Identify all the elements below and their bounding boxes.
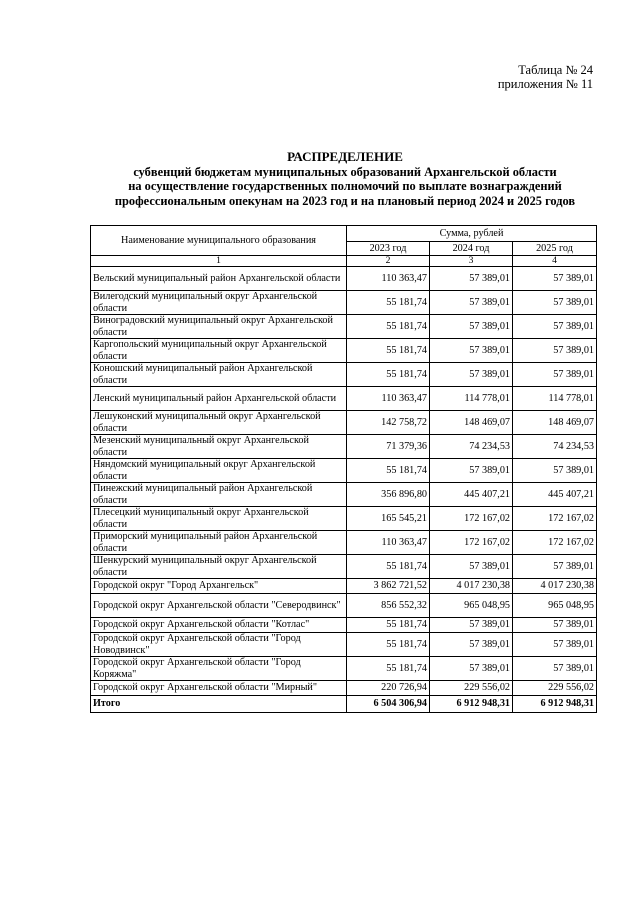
municipality-name-cell: Приморский муниципальный район Архангельской области [91,531,347,555]
amount-2025-cell: 74 234,53 [513,435,597,459]
municipality-name-cell: Няндомский муниципальный округ Архангельской области [91,459,347,483]
amount-2024-cell: 57 389,01 [430,291,513,315]
amount-2024-cell: 445 407,21 [430,483,513,507]
amount-2024-cell: 114 778,01 [430,387,513,411]
amount-2023-cell: 142 758,72 [347,411,430,435]
header-year-2023: 2023 год [347,242,430,256]
amount-2023-cell: 165 545,21 [347,507,430,531]
appendix-reference [498,63,593,91]
amount-2024-cell: 4 017 230,38 [430,579,513,594]
amount-2025-cell: 57 389,01 [513,363,597,387]
column-number-3: 3 [430,256,513,267]
municipality-name-cell: Виноградовский муниципальный округ Архангельской области [91,315,347,339]
amount-2023-cell: 55 181,74 [347,555,430,579]
amount-2025-cell: 57 389,01 [513,315,597,339]
municipality-name-cell: Городской округ Архангельской области "Город Коряжма" [91,657,347,681]
amount-2025-cell: 57 389,01 [513,618,597,633]
column-number-4: 4 [513,256,597,267]
column-number-1: 1 [91,256,347,267]
table-row [91,267,597,291]
table-row [91,363,597,387]
amount-2023-cell: 110 363,47 [347,267,430,291]
amount-2023-cell: 71 379,36 [347,435,430,459]
table-row [91,507,597,531]
header-municipality-name: Наименование муниципального образования [91,226,347,256]
appendix-table-number: Таблица № 24 [518,63,593,77]
amount-2023-cell: 55 181,74 [347,657,430,681]
amount-2025-cell: 4 017 230,38 [513,579,597,594]
amount-2024-cell: 172 167,02 [430,531,513,555]
table-row [91,579,597,594]
amount-2024-cell: 57 389,01 [430,657,513,681]
amount-2025-cell: 57 389,01 [513,633,597,657]
municipality-name-cell: Вельский муниципальный район Архангельской области [91,267,347,291]
total-2024: 6 912 948,31 [430,696,513,713]
amount-2024-cell: 57 389,01 [430,459,513,483]
header-year-2024: 2024 год [430,242,513,256]
header-sum-rubles: Сумма, рублей [347,226,597,242]
total-row [91,696,597,713]
amount-2024-cell: 74 234,53 [430,435,513,459]
municipality-name-cell: Ленский муниципальный район Архангельской области [91,387,347,411]
amount-2025-cell: 57 389,01 [513,459,597,483]
municipality-name-cell: Городской округ Архангельской области "Мирный" [91,681,347,696]
amount-2023-cell: 55 181,74 [347,363,430,387]
table-row [91,618,597,633]
table-row [91,531,597,555]
table-row [91,633,597,657]
amount-2024-cell: 229 556,02 [430,681,513,696]
amount-2023-cell: 110 363,47 [347,387,430,411]
table-row [91,435,597,459]
total-2023: 6 504 306,94 [347,696,430,713]
heading-line-1: субвенций бюджетам муниципальных образований Архангельской области [133,164,557,179]
amount-2025-cell: 57 389,01 [513,555,597,579]
amount-2023-cell: 55 181,74 [347,339,430,363]
amount-2025-cell: 172 167,02 [513,507,597,531]
municipality-name-cell: Городской округ Архангельской области "Северодвинск" [91,594,347,618]
municipality-name-cell: Городской округ Архангельской области "Город Новодвинск" [91,633,347,657]
table-row [91,657,597,681]
table-row [91,459,597,483]
municipality-name-cell: Городской округ "Город Архангельск" [91,579,347,594]
amount-2025-cell: 57 389,01 [513,291,597,315]
table-row [91,387,597,411]
total-2025: 6 912 948,31 [513,696,597,713]
amount-2023-cell: 55 181,74 [347,633,430,657]
heading-title: РАСПРЕДЕЛЕНИЕ [287,149,403,164]
municipality-name-cell: Пинежский муниципальный район Архангельской области [91,483,347,507]
document-heading [60,150,630,208]
municipality-name-cell: Городской округ Архангельской области "Котлас" [91,618,347,633]
table-row [91,291,597,315]
amount-2025-cell: 965 048,95 [513,594,597,618]
amount-2023-cell: 55 181,74 [347,315,430,339]
table-row [91,483,597,507]
municipality-name-cell: Шенкурский муниципальный округ Архангельской области [91,555,347,579]
table-row [91,681,597,696]
heading-line-3: профессиональным опекунам на 2023 год и на плановый период 2024 и 2025 годов [114,193,576,208]
amount-2023-cell: 356 896,80 [347,483,430,507]
appendix-annex-number: приложения № 11 [497,77,593,91]
amount-2023-cell: 55 181,74 [347,291,430,315]
total-label: Итого [91,696,347,713]
amount-2024-cell: 965 048,95 [430,594,513,618]
municipality-name-cell: Лешуконский муниципальный округ Архангельской области [91,411,347,435]
amount-2023-cell: 55 181,74 [347,459,430,483]
municipality-name-cell: Коношский муниципальный район Архангельской области [91,363,347,387]
heading-line-2: на осуществление государственных полномочий по выплате вознаграждений [128,179,562,193]
amount-2024-cell: 57 389,01 [430,618,513,633]
municipality-name-cell: Вилегодский муниципальный округ Архангельской области [91,291,347,315]
amount-2024-cell: 57 389,01 [430,363,513,387]
amount-2025-cell: 57 389,01 [513,267,597,291]
amount-2024-cell: 57 389,01 [430,267,513,291]
amount-2025-cell: 229 556,02 [513,681,597,696]
amount-2023-cell: 220 726,94 [347,681,430,696]
amount-2023-cell: 55 181,74 [347,618,430,633]
amount-2025-cell: 148 469,07 [513,411,597,435]
amount-2024-cell: 57 389,01 [430,339,513,363]
amount-2023-cell: 3 862 721,52 [347,579,430,594]
amount-2025-cell: 57 389,01 [513,657,597,681]
table-row [91,411,597,435]
table-row [91,339,597,363]
municipality-name-cell: Плесецкий муниципальный округ Архангельской области [91,507,347,531]
amount-2025-cell: 445 407,21 [513,483,597,507]
amount-2023-cell: 110 363,47 [347,531,430,555]
table-row [91,594,597,618]
amount-2025-cell: 114 778,01 [513,387,597,411]
amount-2024-cell: 57 389,01 [430,555,513,579]
municipality-name-cell: Каргопольский муниципальный округ Архангельской области [91,339,347,363]
amount-2024-cell: 172 167,02 [430,507,513,531]
table-row [91,555,597,579]
header-year-2025: 2025 год [513,242,597,256]
distribution-table [90,225,597,713]
amount-2023-cell: 856 552,32 [347,594,430,618]
amount-2024-cell: 57 389,01 [430,633,513,657]
column-number-2: 2 [347,256,430,267]
amount-2024-cell: 148 469,07 [430,411,513,435]
table-row [91,315,597,339]
municipality-name-cell: Мезенский муниципальный округ Архангельской области [91,435,347,459]
amount-2024-cell: 57 389,01 [430,315,513,339]
amount-2025-cell: 57 389,01 [513,339,597,363]
amount-2025-cell: 172 167,02 [513,531,597,555]
